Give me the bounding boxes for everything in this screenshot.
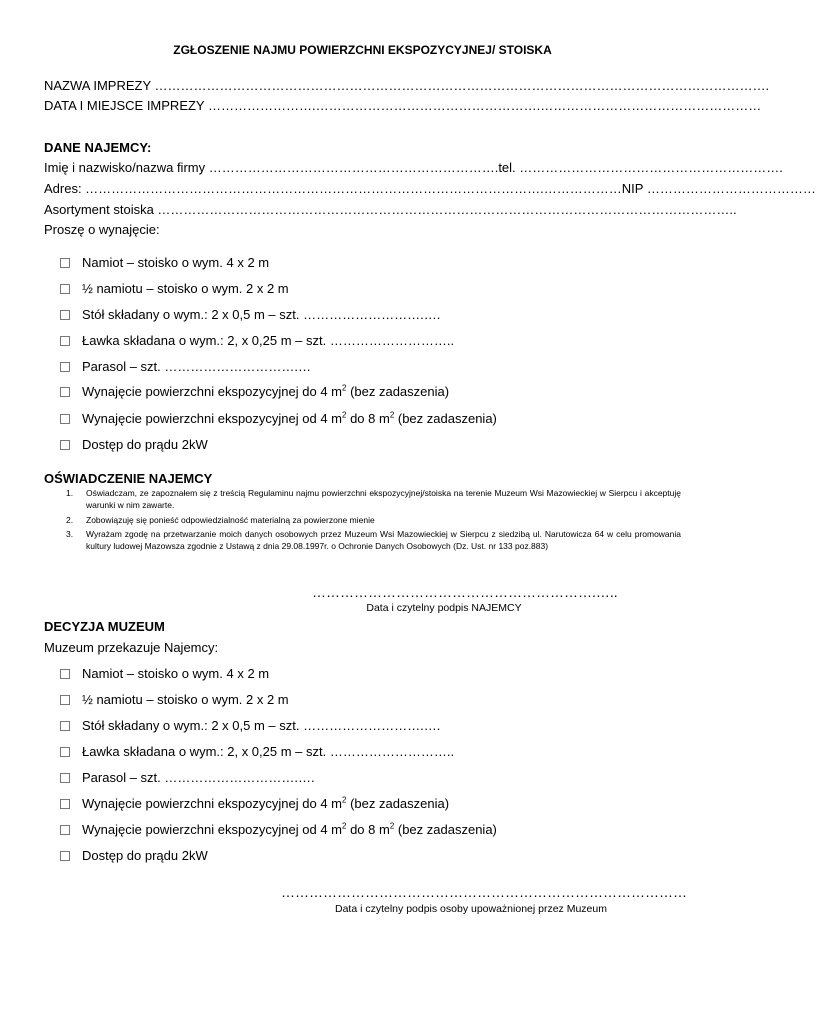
form-title: ZGŁOSZENIE NAJMU POWIERZCHNI EKSPOZYCYJNEJ/ STOISKA — [173, 43, 552, 57]
option-label: Stół składany o wym.: 2 x 0,5 m – szt. ……………………….…. — [82, 718, 441, 733]
checkbox[interactable] — [60, 747, 70, 757]
option-label: ½ namiotu – stoisko o wym. 2 x 2 m — [82, 692, 289, 707]
checkbox[interactable] — [60, 336, 70, 346]
event-date-line: DATA I MIEJSCE IMPREZY …………………….…………………………………………….…………………………………………… — [44, 98, 762, 113]
option-label: Ławka składana o wym.: 2, x 0,25 m – szt. ……………………….. — [82, 744, 455, 759]
option-label: Dostęp do prądu 2kW — [82, 437, 208, 452]
decision-option-half-tent[interactable] — [60, 692, 289, 707]
option-label: Wynajęcie powierzchni ekspozycyjnej do 4 $m^2$ (bez zadaszenia) — [82, 795, 450, 811]
request-intro: Proszę o wynajęcie: — [44, 222, 160, 237]
option-label: Parasol – szt. ………………………….… — [82, 359, 311, 374]
option-label: ½ namiotu – stoisko o wym. 2 x 2 m — [82, 281, 289, 296]
checkbox[interactable] — [60, 310, 70, 320]
option-label: Stół składany o wym.: 2 x 0,5 m – szt. ……………………….…. — [82, 307, 441, 322]
decision-option-tent[interactable] — [60, 666, 269, 681]
decision-option-area-up-to-4[interactable] — [60, 796, 449, 811]
decision-heading: DECYZJA MUZEUM — [44, 619, 165, 634]
request-option-table[interactable] — [60, 307, 440, 322]
tenant-name-line: Imię i nazwisko/nazwa firmy ………………………………………………………….tel. ……………………………………………………. — [44, 160, 783, 175]
option-label: Ławka składana o wym.: 2, x 0,25 m – szt. ……………………….. — [82, 333, 455, 348]
declaration-item: 3. Wyrażam zgodę na przetwarzanie moich danych osobowych przez Muzeum Wsi Mazowieckiej w Sierpcu z siedzibą ul. Narutowicza 64 w celu promowania kultury ludowej Mazowsza zgodnie z Ustawą z dnia 29.08.1997r. o Ochronie Danych Osobowych (Dz. Ust. nr 133 poz.883) — [66, 529, 681, 551]
option-label: Parasol – szt. ………………………….…. — [82, 770, 315, 785]
checkbox[interactable] — [60, 440, 70, 450]
checkbox[interactable] — [60, 387, 70, 397]
request-option-bench[interactable] — [60, 333, 454, 348]
decision-option-power[interactable] — [60, 848, 208, 863]
decision-option-table[interactable] — [60, 718, 440, 733]
declaration-item: 1. Oświadczam, ze zapoznałem się z treścią Regulaminu najmu powierzchni ekspozycyjnej/stoiska na terenie Muzeum Wsi Mazowieckiej w Sierpcu i akceptuję warunki w nim zawarte. — [66, 488, 681, 510]
checkbox[interactable] — [60, 284, 70, 294]
request-option-area-4-to-8[interactable] — [60, 411, 497, 426]
decision-option-umbrella[interactable] — [60, 770, 315, 785]
checkbox[interactable] — [60, 362, 70, 372]
museum-signature-label: Data i czytelny podpis osoby upoważnionej przez Muzeum — [335, 903, 607, 915]
request-option-area-up-to-4[interactable] — [60, 384, 449, 399]
tenant-heading: DANE NAJEMCY: — [44, 140, 152, 155]
option-label: Dostęp do prądu 2kW — [82, 848, 208, 863]
request-option-tent[interactable] — [60, 255, 269, 270]
checkbox[interactable] — [60, 414, 70, 424]
request-option-umbrella[interactable] — [60, 359, 311, 374]
event-name-line: NAZWA IMPREZY ……………………………………………………………………………………………………………………………. — [44, 78, 770, 93]
tenant-assortment-line: Asortyment stoiska …………………………………………………………………………………………………………………….. — [44, 202, 737, 217]
checkbox[interactable] — [60, 851, 70, 861]
decision-intro: Muzeum przekazuje Najemcy: — [44, 640, 219, 655]
declaration-heading: OŚWIADCZENIE NAJEMCY — [44, 471, 213, 486]
option-label: Wynajęcie powierzchni ekspozycyjnej od 4 $m^2$ do 8 $m^2$ (bez zadaszenia) — [82, 410, 497, 426]
request-option-half-tent[interactable] — [60, 281, 289, 296]
museum-signature-line: …………………………………………………………………………… — [281, 884, 687, 900]
checkbox[interactable] — [60, 773, 70, 783]
request-option-power[interactable] — [60, 437, 208, 452]
tenant-signature-line: …………………………………………………….….. — [312, 584, 618, 600]
checkbox[interactable] — [60, 825, 70, 835]
checkbox[interactable] — [60, 695, 70, 705]
tenant-address-line: Adres: …………………………………………………………………………………………….………………NIP ………………………………… — [44, 181, 816, 196]
checkbox[interactable] — [60, 258, 70, 268]
option-label: Namiot – stoisko o wym. 4 x 2 m — [82, 255, 270, 270]
option-label: Wynajęcie powierzchni ekspozycyjnej do 4 $m^2$ (bez zadaszenia) — [82, 383, 450, 399]
declaration-item: 2. Zobowiązuję się ponieść odpowiedzialność materialną za powierzone mienie — [66, 515, 375, 525]
checkbox[interactable] — [60, 721, 70, 731]
decision-option-bench[interactable] — [60, 744, 454, 759]
checkbox[interactable] — [60, 669, 70, 679]
checkbox[interactable] — [60, 799, 70, 809]
decision-option-area-4-to-8[interactable] — [60, 822, 497, 837]
option-label: Namiot – stoisko o wym. 4 x 2 m — [82, 666, 270, 681]
tenant-signature-label: Data i czytelny podpis NAJEMCY — [366, 602, 522, 614]
option-label: Wynajęcie powierzchni ekspozycyjnej od 4 $m^2$ do 8 $m^2$ (bez zadaszenia) — [82, 821, 497, 837]
